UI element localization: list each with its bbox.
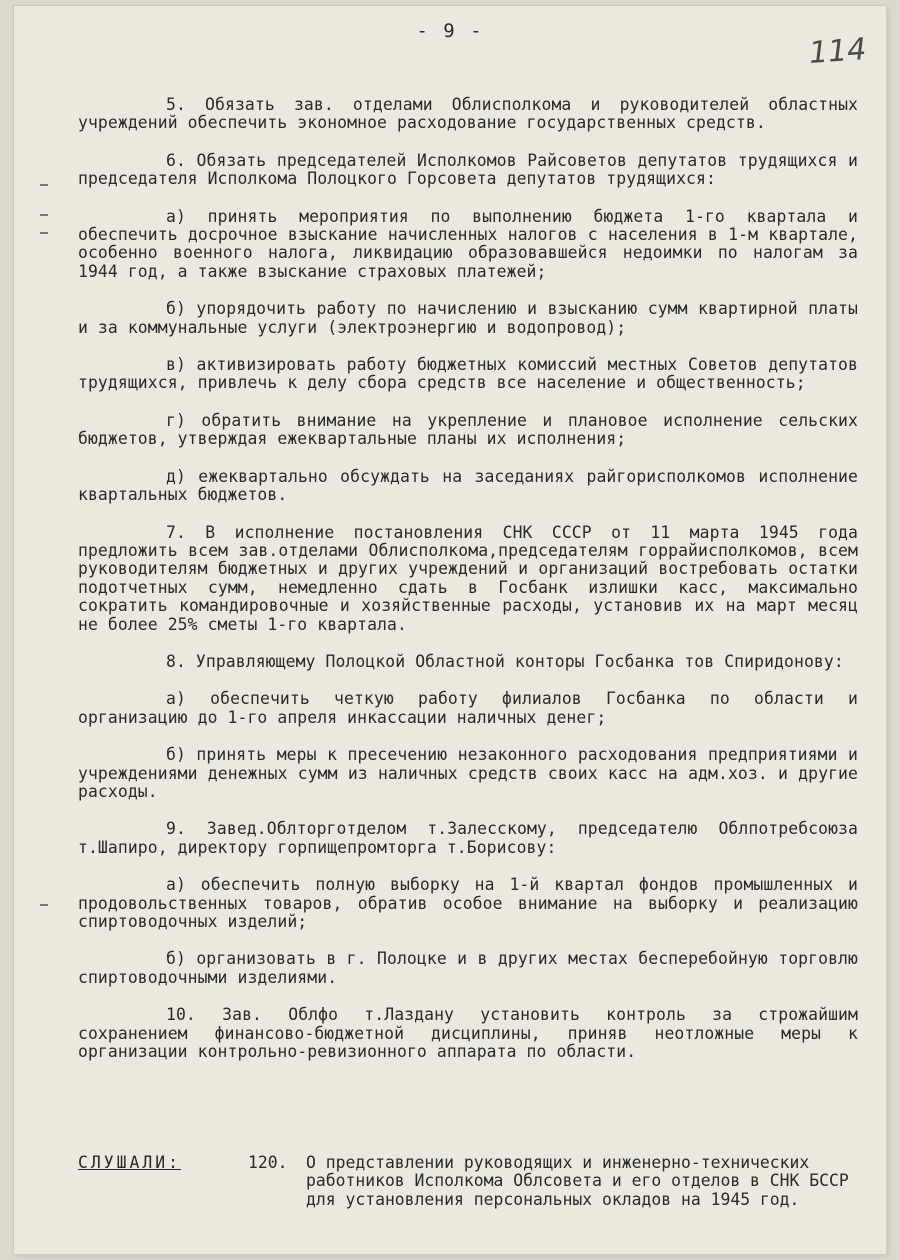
heard-label: СЛУШАЛИ: — [78, 1153, 181, 1172]
handwritten-folio-number: 114 — [807, 32, 868, 71]
paragraph-9a: а) обеспечить полную выборку на 1-й квартал фондов промышленных и продовольственных товаров, обратив особое внимание на выборку и реализацию спиртоводочных изделий; — [78, 875, 858, 931]
heard-item — [78, 1154, 858, 1209]
margin-mark — [40, 184, 48, 186]
margin-mark — [40, 214, 48, 216]
paragraph-9: 9. Завед.Облторготделом т.Залесскому, председателю Облпотребсоюза т.Шапиро, директору горпищепромторга т.Борисову: — [78, 819, 858, 857]
paragraph-6d: д) ежеквартально обсуждать на заседаниях райгорисполкомов исполнение квартальных бюджетов. — [78, 466, 858, 505]
paragraph-8: 8. Управляющему Полоцкой Областной конторы Госбанка тов Спиридонову: — [166, 651, 844, 671]
page-number: - 9 - — [416, 20, 484, 42]
margin-mark — [40, 904, 48, 906]
heard-number: 120. — [248, 1153, 288, 1172]
paragraph-7: 7. В исполнение постановления СНК СССР от 11 марта 1945 года предложить всем зав.отделами Облисполкома,председателям горрайисполкомов, всем руководителям бюджетных и других учреждений и организаций востребовать остатки подотчетных сумм, немедленно сдать в Госбанк излишки касс, максимально сократить командировочные и хозяйственные расходы, установив их на март месяц не более 25% сметы 1-го квартала. — [78, 522, 858, 634]
paragraph-6g: г) обратить внимание на укрепление и плановое исполнение сельских бюджетов, утверждая ежеквартальные планы их исполнения; — [78, 410, 858, 449]
margin-mark — [40, 232, 48, 234]
resolution-body — [78, 96, 858, 1080]
paragraph-6b: б) упорядочить работу по начислению и взысканию сумм квартирной платы и за коммунальные услуги (электроэнергию и водопровод); — [78, 299, 858, 337]
paragraph-10: 10. Зав. Облфо т.Лаздану установить контроль за строжайшим сохранением финансово-бюджетной дисциплины, приняв неотложные меры к организации контрольно-ревизионного аппарата по области. — [78, 1005, 858, 1062]
paragraph-5: 5. Обязать зав. отделами Облисполкома и руководителей областных учреждений обеспечить экономное расходование государственных средств. — [78, 95, 858, 133]
paragraph-9b: б) организовать в г. Полоцке и в других местах бесперебойную торговлю спиртоводочными изделиями. — [78, 949, 858, 987]
document-page — [14, 6, 886, 1254]
heard-text: О представлении руководящих и инженерно-технических работников Исполкома Облсовета и его отделов в СНК БССР для установления персональных окладов на 1945 год. — [306, 1153, 849, 1209]
paragraph-6v: в) активизировать работу бюджетных комиссий местных Советов депутатов трудящихся, привлечь к делу сбора средств все население и общественность; — [78, 355, 858, 393]
paragraph-6a: а) принять мероприятия по выполнению бюджета 1-го квартала и обеспечить досрочное взыскание начисленных налогов с населения в 1-м квартале, особенно военного налога, ликвидацию образовавшейся недоимки по налогам за 1944 год, а также взыскание страховых платежей; — [78, 206, 858, 281]
paragraph-6: 6. Обязать председателей Исполкомов Райсоветов депутатов трудящихся и председателя Исполкома Полоцкого Горсовета депутатов трудящихся: — [78, 150, 858, 189]
paragraph-8b: б) принять меры к пресечению незаконного расходования предприятиями и учреждениями денежных сумм из наличных средств своих касс на адм.хоз. и другие расходы. — [78, 745, 858, 801]
paragraph-8a: а) обеспечить четкую работу филиалов Госбанка по области и организацию до 1-го апреля инкассации наличных денег; — [78, 689, 858, 727]
